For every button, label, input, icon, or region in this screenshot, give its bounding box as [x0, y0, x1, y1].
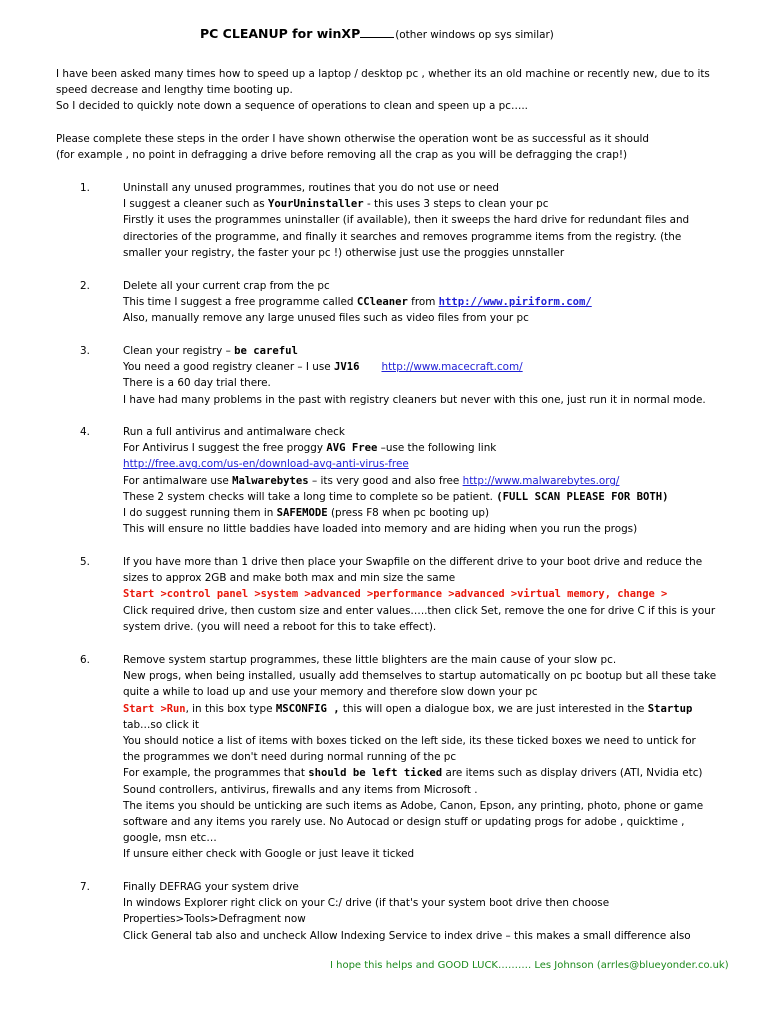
step-number: 7. [80, 881, 90, 893]
step-line: tab…so click it [123, 718, 199, 731]
step-line [123, 294, 723, 310]
product-name: Malwarebytes [232, 474, 309, 487]
step-line: Finally DEFRAG your system drive [123, 881, 299, 893]
step-line: You should notice a list of items with boxes ticked on the left side, its these ticked boxes we need to untick for [123, 735, 696, 748]
emphasis-text: SAFEMODE [276, 507, 328, 520]
malwarebytes-link[interactable]: http://www.malwarebytes.org/ [462, 474, 620, 487]
text: , in this box type [185, 702, 276, 715]
step-line [123, 359, 723, 375]
step-line: New progs, when being installed, usually add themselves to startup automatically on pc bootup but all these take [123, 670, 717, 683]
intro [56, 66, 721, 163]
step-line: Click required drive, then custom size and enter values…..then click Set, remove the one for drive C if this is your [123, 604, 716, 617]
step-number: 2. [80, 280, 90, 292]
step-line: Properties>Tools>Defragment now [123, 913, 306, 926]
doc-subtitle: (other windows op sys similar) [395, 29, 554, 41]
intro-line: Please complete these steps in the order I have shown otherwise the operation wont be as successful as it should [56, 132, 650, 145]
step-line: If unsure either check with Google or just leave it ticked [123, 848, 415, 861]
intro-line: speed decrease and lengthy time booting up. [56, 84, 293, 97]
text: Clean your registry – [123, 345, 235, 357]
warning-text: be careful [234, 345, 298, 357]
step-line: Uninstall any unused programmes, routines that you do not use or need [123, 182, 499, 194]
step-line: Sound controllers, antivirus, firewalls and any items from Microsoft . [123, 783, 478, 796]
tab-name: Startup [647, 702, 693, 715]
step-body [123, 180, 723, 261]
step-line: google, msn etc… [123, 832, 217, 845]
text: For Antivirus I suggest the free proggy [123, 442, 327, 455]
step-line: Remove system startup programmes, these little blighters are the main cause of your slow pc. [123, 654, 617, 666]
step-line: Click General tab also and uncheck Allow Indexing Service to index drive – this makes a small difference also [123, 929, 691, 942]
step-line: I have had many problems in the past with registry cleaners but never with this one, just run it in normal mode. [123, 393, 706, 406]
step-line [123, 440, 723, 456]
text: – its very good and also free [308, 474, 463, 487]
step-line [123, 701, 723, 717]
step-number: 4. [80, 426, 90, 438]
step-line: sizes to approx 2GB and make both max and min size the same [123, 572, 456, 585]
text: For antimalware use [123, 474, 233, 487]
step-line: software and any items you rarely use. No Autocad or design stuff or updating progs for adobe , quicktime , [123, 816, 685, 829]
menu-path: Start >Run [123, 702, 186, 715]
step-line [123, 505, 723, 521]
step-line: In windows Explorer right click on your C:/ drive (if that's your system boot drive then choose [123, 897, 610, 910]
text: (press F8 when pc booting up) [327, 507, 490, 520]
macecraft-link[interactable]: http://www.macecraft.com/ [381, 361, 523, 374]
piriform-link[interactable]: http://www.piriform.com/ [438, 296, 592, 309]
step-line [123, 196, 723, 212]
text: are items such as display drivers (ATI, Nvidia etc) [442, 767, 703, 780]
text: - this uses 3 steps to clean your pc [363, 198, 549, 211]
title-row [200, 26, 554, 43]
text: I do suggest running them in [123, 507, 277, 520]
step-line: Firstly it uses the programmes uninstaller (if available), then it sweeps the hard drive for redundant files and [123, 214, 690, 227]
step-body [123, 278, 723, 327]
step-body [123, 879, 723, 944]
text: These 2 system checks will take a long time to complete so be patient. [123, 490, 497, 503]
text: I suggest a cleaner such as [123, 198, 269, 211]
menu-path: Start >control panel >system >advanced >performance >advanced >virtual memory, change > [123, 588, 668, 601]
text: For example, the programmes that [123, 767, 309, 780]
text: this will open a dialogue box, we are just interested in the [339, 702, 648, 715]
step-line [123, 473, 723, 489]
intro-line: I have been asked many times how to speed up a laptop / desktop pc , whether its an old machine or recently new, due to its [56, 68, 710, 80]
step-body [123, 652, 723, 863]
step-body [123, 554, 723, 635]
doc-title: PC CLEANUP for winXP [200, 26, 361, 41]
text: –use the following link [377, 442, 497, 455]
step-line: system drive. (you will need a reboot for this to take effect). [123, 620, 437, 633]
command-name: MSCONFIG , [275, 702, 340, 715]
text: You need a good registry cleaner – I use [123, 361, 334, 374]
step-line: Run a full antivirus and antimalware check [123, 426, 345, 438]
product-name: JV16 [333, 361, 360, 374]
intro-line: So I decided to quickly note down a sequence of operations to clean and speen up a pc….. [56, 100, 528, 113]
step-line: If you have more than 1 drive then place your Swapfile on the different drive to your boot drive and reduce the [123, 556, 703, 568]
step-body [123, 343, 723, 408]
step-line: smaller your registry, the faster your pc !) otherwise just use the proggies unnstaller [123, 246, 565, 259]
step-line: Also, manually remove any large unused files such as video files from your pc [123, 312, 529, 325]
product-name: YourUninstaller [268, 198, 364, 211]
text: This time I suggest a free programme called [123, 296, 357, 309]
step-line: This will ensure no little baddies have loaded into memory and are hiding when you run the progs) [123, 523, 638, 536]
emphasis-text: (FULL SCAN PLEASE FOR BOTH) [496, 490, 669, 503]
step-body [123, 424, 723, 537]
step-line: directories of the programme, and finally it searches and removes programme items from the registry. (the [123, 230, 682, 243]
avg-link[interactable]: http://free.avg.com/us-en/download-avg-anti-virus-free [123, 458, 409, 471]
product-name: AVG Free [326, 442, 378, 455]
step-line: There is a 60 day trial there. [123, 377, 271, 390]
emphasis-text: should be left ticked [308, 767, 443, 780]
step-line: the programmes we don't need during normal running of the pc [123, 751, 457, 764]
step-line: quite a while to load up and use your memory and therefore slow down your pc [123, 686, 538, 699]
step-number: 6. [80, 654, 90, 666]
step-line [123, 456, 723, 472]
step-number: 5. [80, 556, 90, 568]
title-underline [360, 28, 394, 38]
step-line [123, 489, 723, 505]
step-line [123, 765, 723, 781]
step-line [123, 343, 723, 359]
step-line: The items you should be unticking are such items as Adobe, Canon, Epson, any printing, photo, phone or game [123, 799, 704, 812]
text: from [407, 296, 439, 309]
step-line: Delete all your current crap from the pc [123, 280, 330, 292]
step-number: 1. [80, 182, 90, 194]
intro-line: (for example , no point in defragging a drive before removing all the crap as you will be defragging the crap!) [56, 148, 628, 161]
footer-signoff: I hope this helps and GOOD LUCK………. Les Johnson (arrles@blueyonder.co.uk) [330, 960, 729, 971]
step-number: 3. [80, 345, 90, 357]
product-name: CCleaner [356, 296, 408, 309]
